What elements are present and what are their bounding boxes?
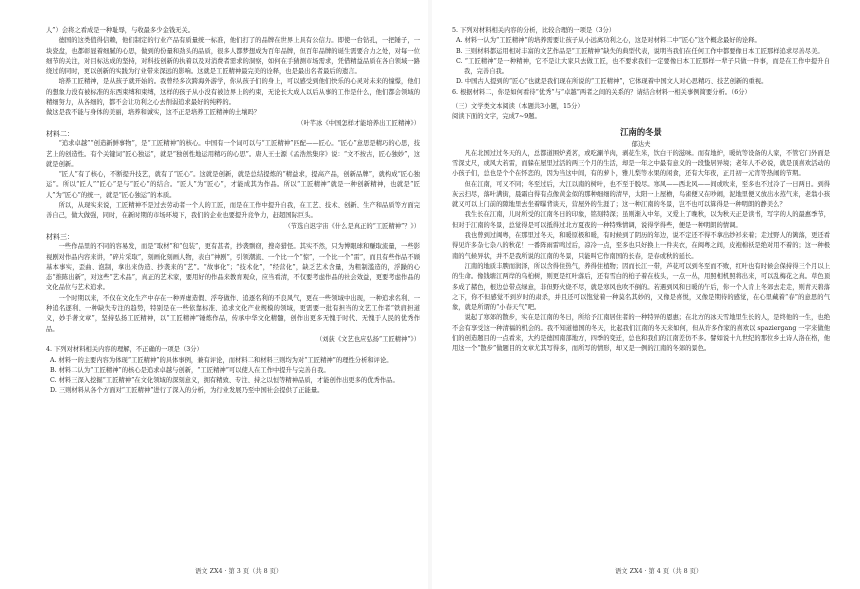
paragraph: “追求卓越”“创造新鲜事物”，是“工匠精神”的核心。中国有一个词可以与“工匠精神”匹配——匠心。“匠心”意思是精巧的心思，技艺上的创造性。有个关键词“匠心独运”，就是“独创性地运用精巧的心思”。唐人王士源《孟浩然集序》说：“文不按古，匠心独妙”，这就是创新。 — [46, 140, 420, 168]
section-heading: （三）文学类文本阅读（本题共3小题，15分） — [452, 103, 584, 111]
source-citation: （节选自迟宇宙《什么是真正的“工匠精神”？》） — [284, 222, 420, 230]
source-citation: （刘荻《文艺也应弘扬“工匠精神”》） — [315, 335, 420, 343]
page-footer: 语文 ZX4 · 第 4 页（共 8 页） — [615, 568, 703, 575]
paragraph: 德国的这类值得信赖，他们制定的行业产品有质量统一标准，他们打了的品牌在世界上具有公信力。即使一台钻孔，一把锤子，一块瓷盘，也都彰显着细腻的心思，做到的份量和劲头的品质，很多人都梦想成为百年品牌，但百年品牌的诞生需要合力之处，对每一位细节的关注，对目标达成的坚持，对科技创新的执着以及对消费者需求的洞察，如何在手猜测市场需求，凭借精益品质在各自领域一路绕过的同时，更以创新的实践为行业带来深远的影响。这就是工匠精神最完美的诠释，也是最出名者最后的遗言。 — [46, 37, 420, 76]
paragraph: 培养工匠精神，是从孩子就开始的。我曾经多次跨海外游学，你从孩子们的身上，可以感受到他们快乐的心灵对未来的憧憬，他们的想象力没有被标准的东西束缚和束缚，这样的孩子从小没有被边界上的约束，无论长大成人以后从事的工作是什么，他们都会领域的精细努力，从各细的，都不会让功利之心去削弱追求最好的纯粹的。 — [46, 78, 420, 107]
option-a: A. 材料一的主要内容为体现“工匠精神”的具体事例，兼有评论，而材料二和材料三则均为对“工匠精神”的理性分析和评论。 — [50, 356, 393, 364]
paragraph: 江南的地质丰腴而润泽，所以含得住热气，养得住植物；因而长江一带，芦花可以到冬至而不败，红叶也有时候会保持得三个月以上的生命。像钱塘江两岸的乌桕树，则更是红叶落后，还有雪白的桕子着在枝头，一点一丛，用照相机照将出来，可以乱梅花之真。草色顶多成了赭色，根边总带点绿意，非但野火烧不尽，就是寒风也吹不倒的。若遇到风和日暖的午后，你一个人肯上冬郊去走走，则青天碧落之下，你不但感觉不到岁时的肃杀，并且还可以饱觉着一种莫名其妙的，又像是喜悦，又像是期待的感觉，在心里藏着“春”的意思的气象，就是所谓的“小春天气”吧。 — [452, 262, 830, 312]
article-author: 郁达夫 — [631, 140, 651, 148]
paragraph: 凡在北国过过冬天的人，总都道围炉煮茗，或吃涮羊肉，剥花生米，饮白干的滋味。而有地炉，暖炕等设备的人家，不管它门外面是雪深丈尺，或风大若雷，而躲在屋里过活的两三个月的生活，却是一年之中最有意义的一段蛰居异境；老年人不必说，就是顶喜欢活动的小孩子们，总也是个个在怀恋的，因为当这中间，有的萝卜，雅儿梨等水果的闲食，还有大年夜，正月初一元宵等热闹的节期。 — [452, 149, 830, 178]
paragraph: 但在江南，可又不同；冬至过后，大江以南的树叶，也不至于脱尽。寒风——西北风——间或吹来，至多也不过冷了一日两日。到得灰云扫尽，落叶满街，晨霜白得有点像黄金似的那种细细的清早，太阳一上屋檐，鸟雀便又在吵闹，泥地里便又放出水蒸气来，老翁小孩就又可以上门前的隙地里去坐着曝背谈天，营屋外的生涯了；这一种江南的冬景，岂不也可以算得是一种明朗的静美么？ — [452, 180, 830, 209]
option-b: B. 三则材料都运用相对丰富的文艺作品是“工匠精神”缺失的典型代表，说明当我们在任何工作中都要像日本工匠那样追求尽善尽美。 — [456, 47, 824, 55]
paragraph: 一个时期以来，不仅在文化生产中存在一种弄虚造假、浮夸做作、追逐名利的不良风气，更在一些领域中出现，一种追求名利、一种追名逐利、一种缺失专注的趋势，特别是在一些依靠标准、追求文化产业规模的领域，更需要一批有担当的文艺工作者“铁肩担道义，妙手著文章”，坚持弘扬工匠精神，以“工匠精神”锤炼作品，传承中华文化精髓，创作出更多无愧于时代、无愧于人民的优秀作品。 — [46, 294, 420, 333]
option-d: D. 三则材料从各个方面对“工匠精神”进行了深入的分析，为行业发展乃至中国社会提供了正能量。 — [50, 387, 324, 395]
option-a: A. 材料一认为“工匠精神”的培养需要让孩子从小远离功利之心，这是对材料二中“匠心”这个概念最好的诠释。 — [456, 37, 761, 45]
paragraph: 说起了寒郊的散步，实在是江南的冬日，所给予江南居住者的一种特异的恩惠；在北方的冰天雪地里生长的人，是终他的一生，也绝不会有享受这一种清福的机会的。我不知道德国的冬天，比起我们江南的冬天来如何，但从许多作家的喜欢以 spaziergang 一字来做他们的创造题目的一点看来，大约是德国南部地方，四季的变迁，总也和我们的江南差仿不多。譬如说十九世纪的那位乡土诗人洛在格，他用这一个“散步”做题目的文章尤其写得多，而所写的情形，却又是一例的江南的冬郊的景色。 — [452, 314, 830, 353]
paragraph: 一些作品里的不同的容易发，而是“取材”和“包装”，更有甚者，抄袭剽窃，搜奇猎怪。其实不然，只为博眼球和赚取流量，一些影视剧对作品内容来讲，“碎片采取”，刻画化刻画人物，表白“神剧”，引领潮流、一个比一个“惊”，一个比一个“雷”，而且有些作品不顾基本事实，歪曲、泡制，拿出来伪造、抄袭来的“艺”。“故事化”；“技术化”，“经营化”，缺乏艺术含量，为粗制滥造的，浮躁的心态“推陈出新”，对这些“艺术品”，真正的艺术家，要用好的作品来教育观众，应当看清，不仅要考虑作品的社会效益，更要考虑作品的文化品位与艺术追求。 — [46, 243, 420, 292]
paragraph: 人”）会将之看成是一种耻辱，与收最多少金钱无关。 — [46, 27, 195, 34]
option-c: C. “工匠精神”是一种精神，它不是让大家只去做工匠，也不要求我们一定要像日本工匠那样一辈子只做一件事，而是在工作中提升自我，完善自我。 — [456, 57, 830, 76]
page-right — [430, 0, 860, 589]
question-6: 6. 根据材料二，你是如何看待“优秀”与“卓越”两者之间的关系的？请结合材料一相关事例简要分析。（6分） — [452, 88, 751, 96]
section-heading: 材料二： — [46, 129, 74, 138]
source-citation: （叶芊冰《中国怎样才能培养出工匠精神》） — [297, 119, 420, 127]
question-4: 4. 下列对材料相关内容的理解，不正确的一项是（3分） — [46, 346, 203, 354]
section-heading: 材料三： — [46, 232, 74, 241]
paragraph: 做这是我不能与身体的美丽，培养和诚实，这不正是培养工匠精神的土壤吗？ — [46, 109, 261, 117]
question-5: 5. 下列对材料相关内容的分析，比较合理的一项是（3分） — [452, 27, 616, 34]
option-b: B. 材料二认为“工匠精神”的核心是追求卓越与创新，“工匠精神”可以使人在工作中提升与完善自我。 — [50, 366, 330, 374]
page-footer: 语文 ZX4 · 第 3 页（共 8 页） — [195, 568, 283, 575]
section-intro: 阅读下面的文字，完成7~9题。 — [452, 113, 541, 121]
article-title: 江南的冬景 — [620, 126, 662, 137]
paragraph: “匠人”有了核心，不断提升技艺，就有了“匠心”。这就是创新，就是总结提炼的“精益求，提高产品，创新品牌”，就构成“匠心独运”。所以“匠人”“匠心”是与“匠心”的结合。“匠人”为“匠心”，才能成其为作品。所以“工匠精神”就是一种创新精神，也就是“匠人”为“匠心”的统一，就是“匠心独运”的本质。 — [46, 171, 420, 199]
paragraph: 所以，从现实来说，工匠精神不是过去劳动者一个人的工匠，而是在工作中提升自我，在工艺、技术、创新、生产和品质等方面完善自己，做大做强，同时，在新时期的市场环境下，我们的企业也要提升竞争力，赶超国际巨头。 — [46, 202, 420, 220]
option-c: C. 材料三深入挖掘“工匠精神”在文化领域的深刻意义，拥有精致、专注、持之以恒等精神品质，才能创作出更多的优秀作品。 — [50, 377, 399, 385]
option-d: D. 中国古人提到的“匠心”也就是我们现在所说的“工匠精神”，它体现着中国文人对心思精巧、技艺创新的重视。 — [456, 78, 768, 86]
paragraph: 我生长在江南，儿时所受的江南冬日的印象，铭刻特深；虽则渐入中年，又爱上了晚秋，以为秋天正是读书，写字的人的最惠季节，但对于江南的冬景，总觉得是可以抵得过北方夏夜的一种特殊情调，说得学得些，便是一种明朗的情调。 — [452, 211, 830, 229]
paragraph: 我也曾到过闽粤，在那里过冬天，和暖原极和暖，有时候到了阴历的年边，说不定还不得不拿出纱衫来着；走过野人的篱落，更还看得见许多杂七杂八的秋花！一番阵雨雷鸣过后，凉冷一点，至多也只好换上一件夹衣，在闽粤之间，皮袍棉袄是绝对用不着的；这一种极南的气候异状，并不是我所说的江南的冬景，只能叫它作南国的长春，是春或秋的延长。 — [452, 232, 830, 260]
